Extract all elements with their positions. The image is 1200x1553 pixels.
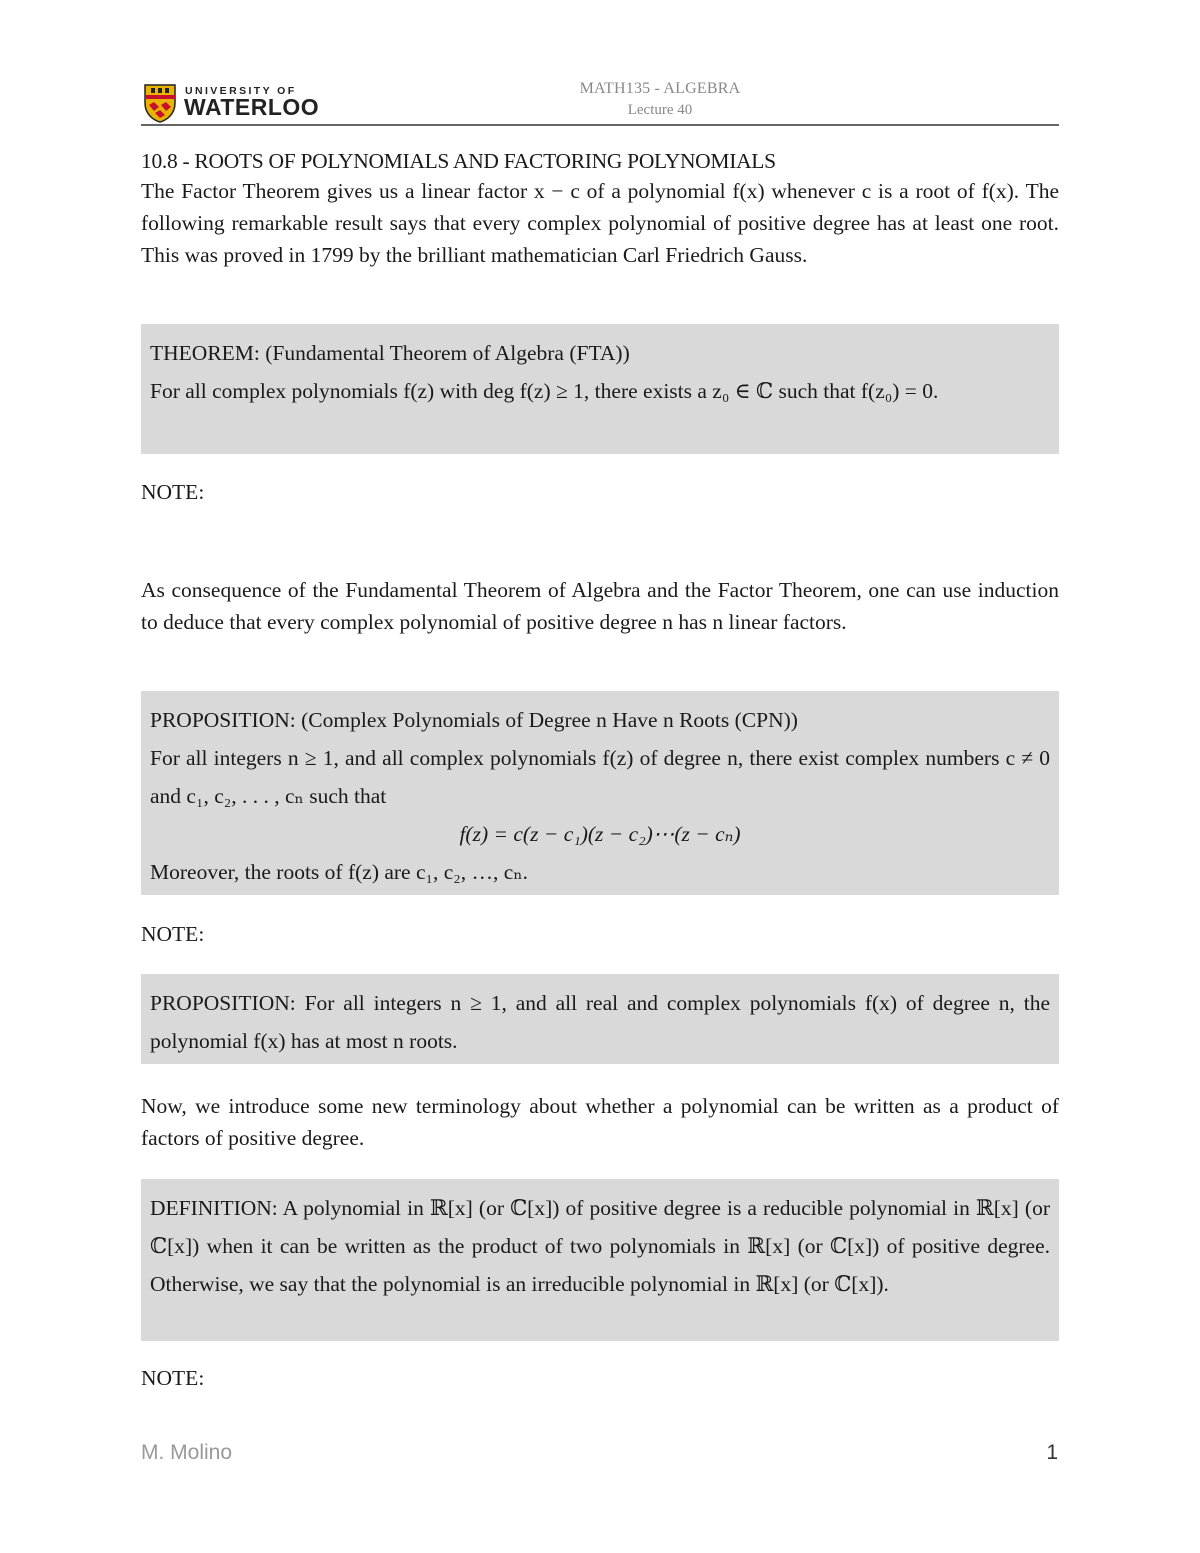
intro-paragraph: The Factor Theorem gives us a linear factor x − c of a polynomial f(x) whenever c is a root of f(x). The following remarkable result says that every complex polynomial of positive degree has at least one root. This was proved in 1799 by the brilliant mathematician Carl Friedrich Gauss. [141,179,1059,267]
crest-icon [143,83,177,123]
note-label: NOTE: [141,480,205,504]
proposition-cpn-body: For all integers n ≥ 1, and all complex polynomials f(z) of degree n, there exist complex numbers c ≠ 0 and c₁, c₂, . . . , cₙ such that [150,746,1050,808]
definition-box [141,1179,1059,1341]
proposition-cpn-title: PROPOSITION: (Complex Polynomials of Degree n Have n Roots (CPN)) [150,708,798,732]
course-title: MATH135 - ALGEBRA [579,80,741,97]
proposition-cpn-box [141,691,1059,895]
proposition-cpn-formula: f(z) = c(z − c₁)(z − c₂)⋯(z − cₙ) [459,822,741,846]
terminology-paragraph: Now, we introduce some new terminology about whether a polynomial can be written as a product of factors of positive degree. [141,1094,1059,1150]
lecture-number: Lecture 40 [627,102,693,118]
theorem-title: THEOREM: (Fundamental Theorem of Algebra (FTA)) [150,341,630,365]
note-label: NOTE: [141,1366,205,1390]
footer-author: M. Molino [141,1441,233,1464]
definition-text: DEFINITION: A polynomial in ℝ[x] (or ℂ[x]) of positive degree is a reducible polynomial in ℝ[x] (or ℂ[x]) when it can be written as the product of two polynomials in ℝ[x] (or ℂ[x]) of positive degree. Otherwise, we say that the polynomial is an irreducible polynomial in ℝ[x] (or ℂ[x]). [150,1196,1050,1296]
university-logo [143,83,318,125]
logo-university-of: UNIVERSITY OF [185,85,297,97]
consequence-paragraph: As consequence of the Fundamental Theorem of Algebra and the Factor Theorem, one can use induction to deduce that every complex polynomial of positive degree n has n linear factors. [141,578,1059,634]
proposition-cpn-moreover: Moreover, the roots of f(z) are c₁, c₂, …, cₙ. [150,860,529,884]
note-label: NOTE: [141,922,205,946]
header-divider [141,124,1059,126]
section-title: 10.8 - ROOTS OF POLYNOMIALS AND FACTORING POLYNOMIALS [141,149,776,173]
page-number: 1 [1046,1441,1058,1464]
logo-waterloo: WATERLOO [184,94,320,120]
proposition-roots-text: PROPOSITION: For all integers n ≥ 1, and all real and complex polynomials f(x) of degree n, the polynomial f(x) has at most n roots. [150,991,1050,1053]
theorem-body: For all complex polynomials f(z) with deg f(z) ≥ 1, there exists a z₀ ∈ ℂ such that f(z₀) = 0. [150,379,939,403]
theorem-box [141,324,1059,454]
proposition-roots-box [141,974,1059,1064]
